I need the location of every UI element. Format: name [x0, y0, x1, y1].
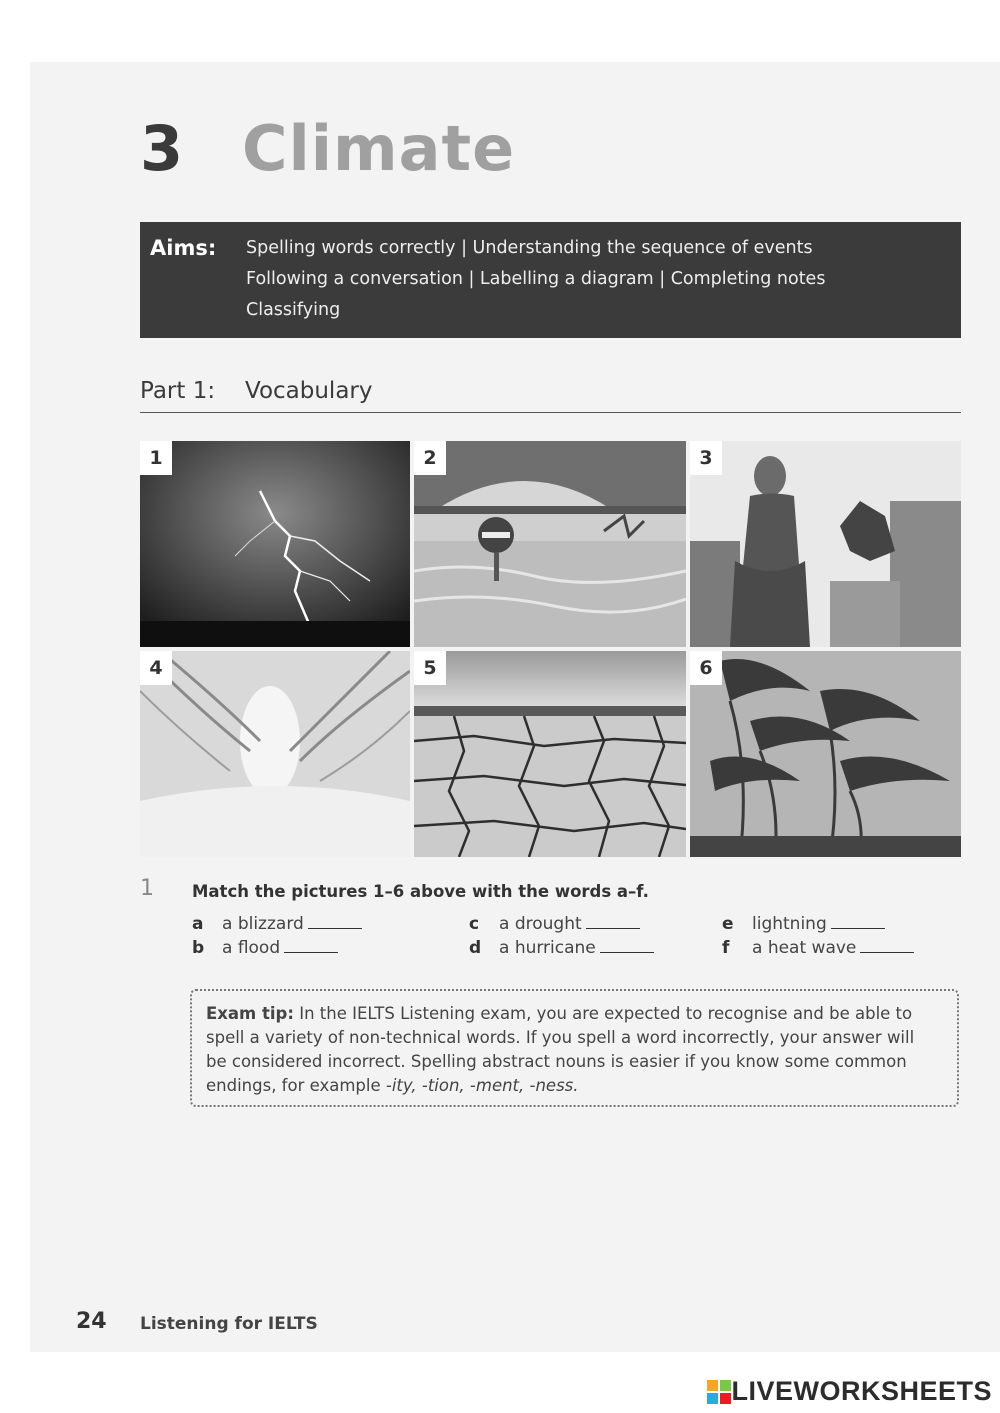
option-letter: b	[192, 938, 205, 958]
photo-lightning	[140, 441, 410, 647]
option-text: a heat wave	[752, 938, 857, 958]
exam-tip-endings: -ity, -tion, -ment, -ness.	[385, 1076, 579, 1095]
photo-flood	[414, 441, 686, 647]
option-d	[469, 938, 654, 958]
photo-hurricane	[690, 651, 961, 857]
option-letter: e	[722, 914, 734, 934]
book-title: Listening for IELTS	[140, 1314, 318, 1334]
liveworksheets-logo	[707, 1376, 992, 1407]
exercise-number: 1	[140, 876, 154, 901]
photo-number-6: 6	[690, 651, 722, 685]
aims-line-1: Spelling words correctly | Understanding the sequence of events	[246, 238, 813, 258]
photo-number-1: 1	[140, 441, 172, 475]
exam-tip-line-3: be considered incorrect. Spelling abstract nouns is easier if you know some common	[206, 1052, 907, 1071]
liveworksheets-logo-icon	[707, 1380, 731, 1404]
exam-tip-line-1-text: In the IELTS Listening exam, you are expected to recognise and be able to	[299, 1004, 913, 1023]
answer-blank-e[interactable]	[831, 916, 885, 929]
option-f	[722, 938, 914, 958]
photo-number-5: 5	[414, 651, 446, 685]
exam-tip-line-2: spell a variety of non-technical words. If you spell a word incorrectly, your answer will	[206, 1028, 915, 1047]
answer-blank-f[interactable]	[860, 940, 914, 953]
part-divider	[140, 412, 961, 413]
exam-tip-line-4-prefix: endings, for example	[206, 1076, 386, 1095]
part-label: Part 1:	[140, 378, 216, 404]
option-letter: d	[469, 938, 482, 958]
option-letter: c	[469, 914, 480, 934]
answer-blank-d[interactable]	[600, 940, 654, 953]
exam-tip-line-4	[206, 1074, 946, 1098]
part-name: Vocabulary	[245, 378, 373, 404]
liveworksheets-wordmark: LIVEWORKSHEETS	[731, 1376, 992, 1406]
chapter-title: Climate	[242, 112, 516, 185]
aims-line-3: Classifying	[246, 300, 341, 320]
photo-heat-wave	[690, 441, 961, 647]
aims-box	[140, 222, 961, 338]
option-letter: a	[192, 914, 204, 934]
photo-blizzard	[140, 651, 410, 857]
option-a	[192, 914, 362, 934]
chapter-number: 3	[140, 112, 183, 185]
option-letter: f	[722, 938, 730, 958]
page-number: 24	[76, 1309, 107, 1334]
option-c	[469, 914, 640, 934]
exam-tip-label: Exam tip:	[206, 1004, 294, 1023]
option-text: a hurricane	[499, 938, 596, 958]
exam-tip-line-1	[206, 1002, 946, 1026]
option-text: a drought	[499, 914, 582, 934]
answer-blank-c[interactable]	[586, 916, 640, 929]
aims-label: Aims:	[150, 236, 217, 260]
option-b	[192, 938, 338, 958]
answer-blank-b[interactable]	[284, 940, 338, 953]
option-text: a flood	[222, 938, 281, 958]
exercise-instruction: Match the pictures 1–6 above with the words a–f.	[192, 882, 649, 901]
photo-number-2: 2	[414, 441, 446, 475]
exam-tip-text	[206, 1002, 946, 1098]
exam-tip-box	[190, 989, 959, 1107]
answer-blank-a[interactable]	[308, 916, 362, 929]
aims-line-2: Following a conversation | Labelling a diagram | Completing notes	[246, 269, 826, 289]
photo-number-3: 3	[690, 441, 722, 475]
photo-number-4: 4	[140, 651, 172, 685]
option-text: lightning	[752, 914, 827, 934]
option-text: a blizzard	[222, 914, 304, 934]
option-e	[722, 914, 885, 934]
photo-drought	[414, 651, 686, 857]
